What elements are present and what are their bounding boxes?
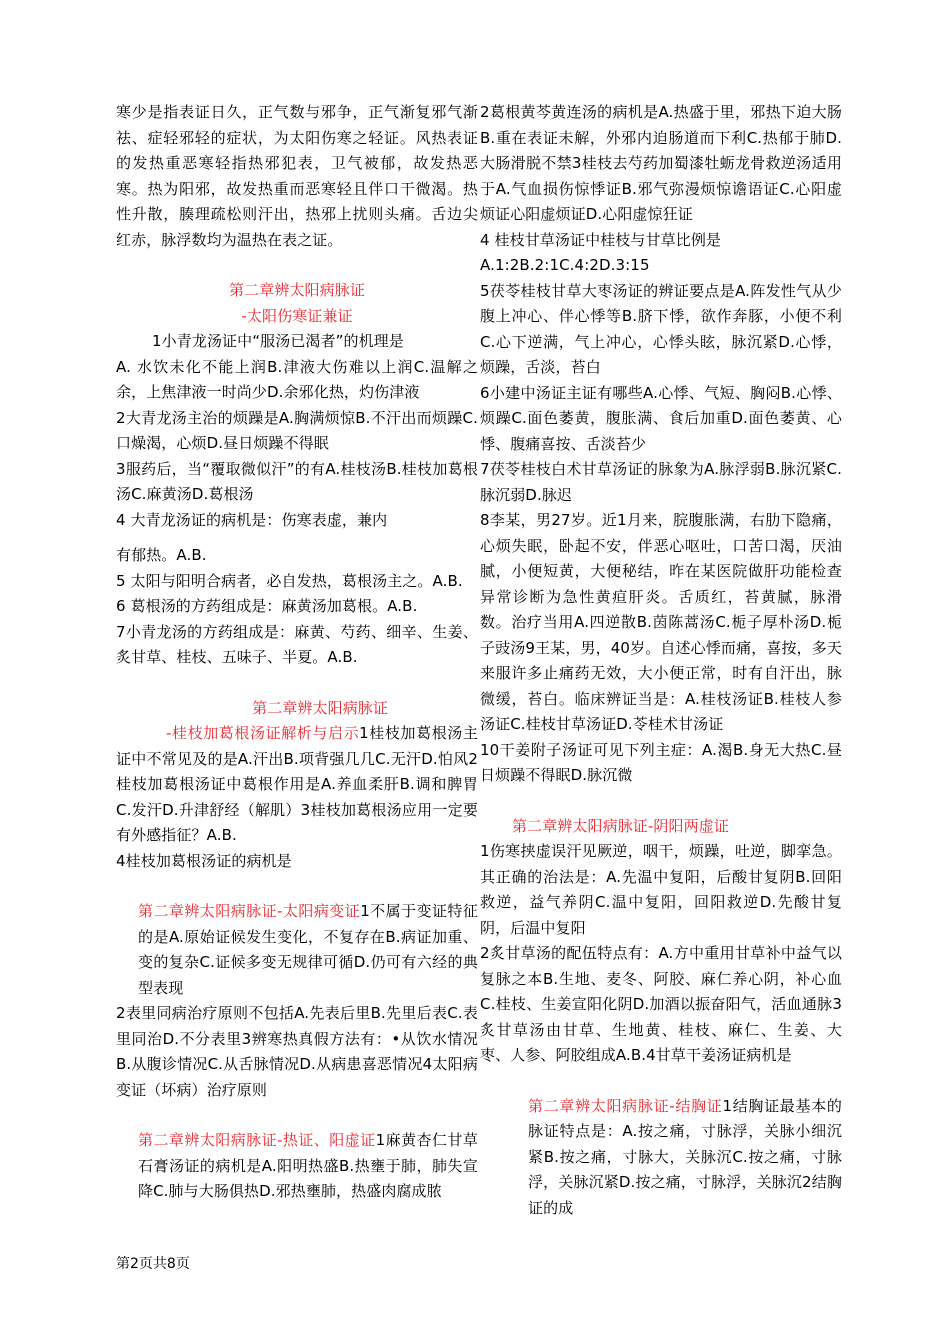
question-3: 3服药后，当“覆取微似汗”的有A.桂枝汤B.桂枝加葛根汤C.麻黄汤D.葛根汤 bbox=[116, 459, 478, 503]
right-column bbox=[480, 100, 842, 1221]
spacer bbox=[480, 1069, 842, 1094]
question-10: 10干姜附子汤证可见下列主症：A.渴B.身无大热C.昼日烦躁不得眠D.脉沉微 bbox=[480, 740, 842, 784]
intro-paragraph: 寒少是指表证日久，正气数与邪争，正气渐复邪气渐祛、症轻邪轻的症状，为太阳伤寒之轻证。风热表证的发热重恶寒轻指热邪犯表，卫气被郁，故发热恶寒。热为阳邪，故发热重而恶寒轻且伴口干微渴。热性升散，腠理疏松则汗出，热邪上扰则头痛。舌边尖红赤，脉浮数均为温热在表之证。 bbox=[116, 103, 478, 249]
spacer bbox=[480, 789, 842, 814]
question-4: 4 桂枝甘草汤证中桂枝与甘草比例是 bbox=[480, 230, 722, 249]
question-6: 6 葛根汤的方药组成是：麻黄汤加葛根。A.B. bbox=[116, 597, 418, 615]
question-6: 6小建中汤证主证有哪些A.心悸、气短、胸闷B.心悸、烦躁C.面色萎黄，腹胀满、食后加重D.面色萎黄、心悸、腹痛喜按、舌淡苔少 bbox=[480, 383, 842, 453]
section-text-2: 2表里同病治疗原则不包括A.先表后里B.先里后表C.表里同治D.不分表里3辨寒热真假方法有：•从饮水情况B.从腹诊情况C.从舌脉情况D.从病患喜恶情况4太阳病变证（坏病）治疗原则 bbox=[116, 1004, 478, 1099]
section-title: 第二章辨太阳病脉证 bbox=[229, 281, 365, 299]
section-body bbox=[116, 1128, 478, 1205]
section-title: 第二章辨太阳病脉证-热证、阳虚证 bbox=[138, 1131, 376, 1149]
section-heading bbox=[116, 278, 478, 329]
section-title: 第二章辨太阳病脉证-太阳病变证 bbox=[138, 902, 361, 920]
question-7: 7小青龙汤的方药组成是：麻黄、芍药、细辛、生姜、炙甘草、桂枝、五味子、半夏。A.B. bbox=[116, 622, 478, 666]
question-2: 2大青龙汤主治的烦躁是A.胸满烦惊B.不汗出而烦躁C.口燥渴，心烦D.昼日烦躁不得眠 bbox=[116, 408, 478, 452]
spacer bbox=[116, 533, 478, 543]
question-5: 5茯苓桂枝甘草大枣汤证的辨证要点是A.阵发性气从少腹上冲心、伴心悸等B.脐下悸，欲作奔豚，小便不利C.心下逆满，气上冲心，心悸头眩，脉沉紧D.心悸，烦躁，舌淡，苔白 bbox=[480, 281, 842, 376]
section-text: 1结胸证最基本的脉证特点是：A.按之痛，寸脉浮，关脉小细沉紧B.按之痛，寸脉大，关脉沉C.按之痛，寸脉浮，关脉沉紧D.按之痛，寸脉浮，关脉沉2结胸证的成 bbox=[528, 1096, 842, 1217]
intro-paragraph: 2葛根黄芩黄连汤的病机是A.热盛于里，邪热下迫大肠B.重在表证未解，外邪内迫肠道而下利C.热郁于肺D.大肠滑脱不禁3桂枝去芍药加蜀漆牡蛎龙骨救逆汤适用于A.气血损伤惊悸证B.邪气弥漫烦惊谵语证C.心阳虚烦证心阳虚烦证D.心阳虚惊狂证 bbox=[480, 103, 842, 223]
section-text: 1伤寒挟虚误汗见厥逆，咽干，烦躁，吐逆，脚挛急。其正确的治法是：A.先温中复阳，后酸甘复阴B.回阳救逆，益气养阴C.温中复阳，回阳救逆D.先酸甘复阴，后温中复阳 bbox=[480, 842, 842, 937]
question-4-continued: 有郁热。A.B. bbox=[116, 546, 207, 564]
question-8-9: 8李某，男27岁。近1月来，脘腹胀满，右肋下隐痛，心烦失眠，卧起不安，伴恶心呕吐，口苦口渴，厌油腻，小便短黄，大便秘结，昨在某医院做肝功能检查异常诊断为急性黄疸肝炎。舌质红，苔黄腻，脉滑数。治疗当用A.四逆散B.茵陈蒿汤C.栀子厚朴汤D.栀子豉汤9王某，男，40岁。自述心悸而痛，喜按，多天来服许多止痛药无效，大小便正常，时有自汗出，脉微缓，苔白。临床辨证当是：A.桂枝汤证B.桂枝人参汤证C.桂枝甘草汤证D.苓桂术甘汤证 bbox=[480, 511, 842, 733]
question-4-options: A.1:2B.2:1C.4:2D.3:15 bbox=[480, 256, 650, 274]
section-body bbox=[480, 1094, 842, 1222]
question-4: 4 大青龙汤证的病机是：伤寒表虚，兼内 bbox=[116, 510, 388, 529]
section-text: 1麻黄杏仁甘草石膏汤证的病机是A.阳明热盛B.热壅于肺，肺失宣降C.肺与大肠俱热D.邪热壅肺，热盛肉腐成脓 bbox=[138, 1131, 478, 1200]
question-4: 4桂枝加葛根汤证的病机是 bbox=[116, 851, 292, 870]
section-subtitle: -桂枝加葛根汤证解析与启示 bbox=[166, 724, 360, 742]
section-title: 第二章辨太阳病脉证-阴阳两虚证 bbox=[512, 816, 729, 835]
question-7: 7茯苓桂枝白术甘草汤证的脉象为A.脉浮弱B.脉沉紧C.脉沉弱D.脉迟 bbox=[480, 460, 842, 504]
section-title: 第二章辨太阳病脉证 bbox=[252, 698, 388, 717]
question-1: 1小青龙汤证中“服汤已渴者”的机理是 bbox=[152, 332, 404, 350]
spacer bbox=[116, 671, 478, 696]
spacer bbox=[116, 874, 478, 899]
section-text-2: 2炙甘草汤的配伍特点有：A.方中重用甘草补中益气以复脉之本B.生地、麦冬、阿胶、麻仁养心阴，补心血C.桂枝、生姜宣阳化阴D.加酒以振奋阳气，活血通脉3炙甘草汤由甘草、生地黄、桂枝、麻仁、生姜、大枣、人参、阿胶组成A.B.4甘草干姜汤证病机是 bbox=[480, 944, 842, 1064]
spacer bbox=[116, 1103, 478, 1128]
section-body bbox=[116, 721, 478, 849]
section-text: 1不属于变证特征的是A.原始证候发生变化，不复存在B.病证加重、变的复杂C.证候多变无规律可循D.仍可有六经的典型表现 bbox=[138, 902, 478, 997]
section-body bbox=[116, 899, 478, 1001]
section-title: 第二章辨太阳病脉证-结胸证 bbox=[528, 1096, 723, 1115]
left-column bbox=[116, 100, 478, 1205]
question-1-options: A. 水饮未化不能上润B.津液大伤难以上润C.温解之余，上焦津液一时尚少D.余邪化热，灼伤津液 bbox=[116, 357, 478, 401]
question-5: 5 太阳与阳明合病者，必自发热，葛根汤主之。A.B. bbox=[116, 571, 463, 590]
section-text: 1桂枝加葛根汤主证中不常见及的是A.汗出B.项背强几几C.无汗D.怕风2桂枝加葛根汤证中葛根作用是A.养血柔肝B.调和脾胃C.发汗D.升津舒经（解肌）3桂枝加葛根汤应用一定要有外感指征？A.B. bbox=[116, 724, 478, 844]
section-subtitle: -太阳伤寒证兼证 bbox=[241, 306, 353, 325]
page-number: 第2页共8页 bbox=[116, 1256, 190, 1272]
spacer bbox=[116, 253, 478, 278]
